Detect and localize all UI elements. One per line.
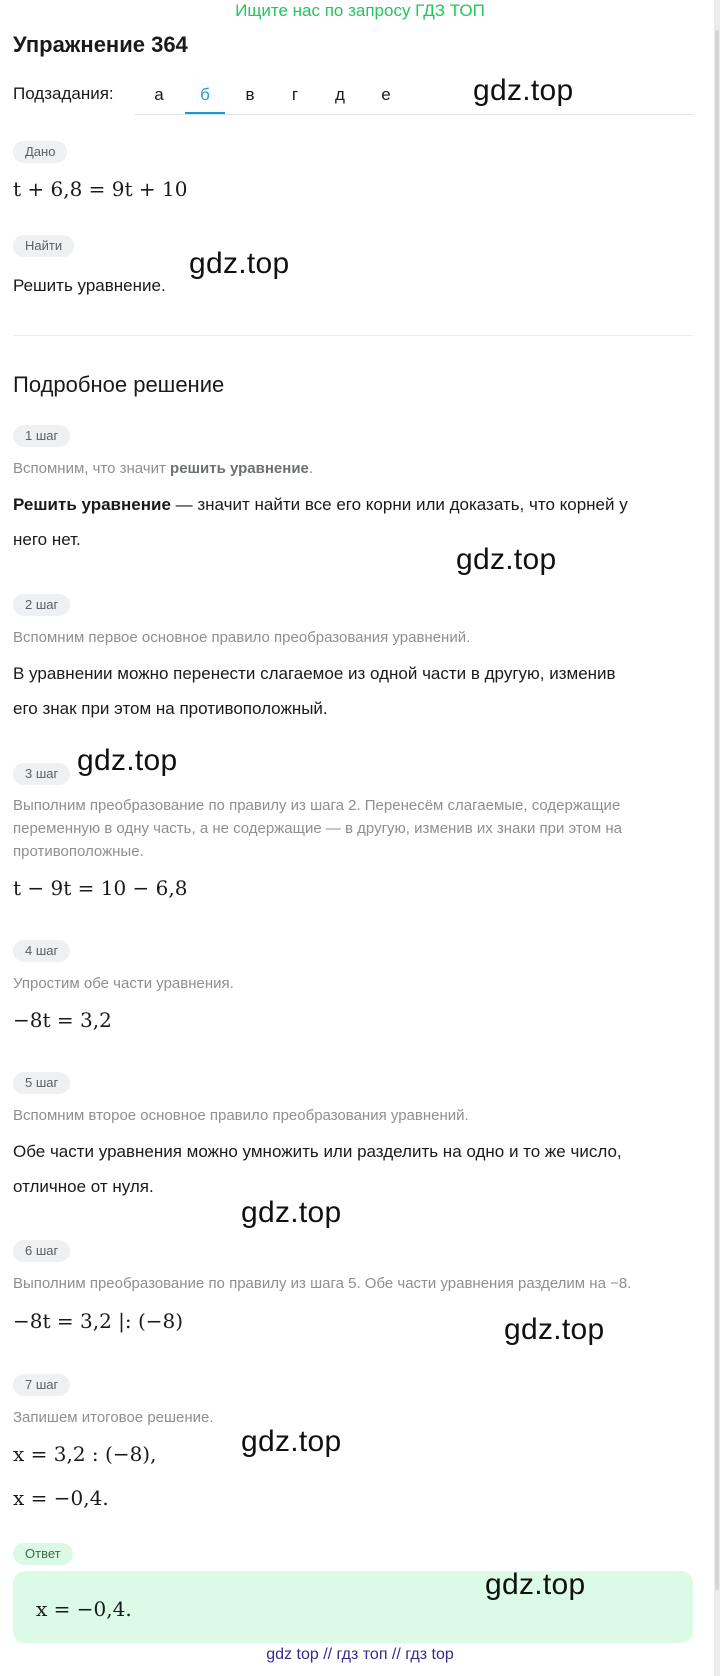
footer-links[interactable]: gdz top // гдз топ // гдз top (266, 1646, 454, 1663)
step-3-note-line3: противоположные. (13, 843, 144, 860)
watermark-text: gdz.top (473, 74, 574, 107)
tab-d[interactable]: д (335, 85, 345, 104)
watermark-text: gdz.top (456, 543, 557, 576)
step-4-equation: −8t = 3,2 (13, 1008, 112, 1032)
page-title: Упражнение 364 (13, 32, 188, 57)
tab-e[interactable]: е (381, 85, 391, 104)
tab-a[interactable]: а (154, 85, 164, 104)
subtasks-label: Подзадания: (13, 84, 114, 103)
step-1-body-line1: Решить уравнение — значит найти все его корни или доказать, что корней у (13, 495, 628, 514)
step-1-body-line2: него нет. (13, 530, 81, 549)
step-2-note: Вспомним первое основное правило преобразования уравнений. (13, 629, 471, 646)
answer-box (13, 1571, 693, 1643)
watermark-text: gdz.top (504, 1313, 605, 1346)
step-3-chip: 3 шаг (13, 763, 70, 785)
step-2-body-line1: В уравнении можно перенести слагаемое из одной части в другую, изменив (13, 664, 616, 683)
step-5-note: Вспомним второе основное правило преобразования уравнений. (13, 1107, 469, 1124)
find-text: Решить уравнение. (13, 276, 166, 295)
section-divider (13, 335, 693, 336)
solution-title: Подробное решение (13, 372, 225, 397)
step-6-equation: −8t = 3,2 |: (−8) (13, 1309, 184, 1333)
step-7-chip: 7 шаг (13, 1374, 70, 1396)
step-5-body-line2: отличное от нуля. (13, 1177, 154, 1196)
watermark-text: gdz.top (485, 1568, 586, 1601)
step-5-chip: 5 шаг (13, 1072, 70, 1094)
subtask-tabs (135, 78, 693, 115)
step-7-note: Запишем итоговое решение. (13, 1409, 214, 1426)
tab-v[interactable]: в (245, 85, 255, 104)
find-chip: Найти (13, 235, 74, 257)
scrollbar-thumb[interactable] (715, 30, 719, 1590)
tab-b[interactable]: б (185, 78, 225, 114)
step-5-body-line1: Обе части уравнения можно умножить или разделить на одно и то же число, (13, 1142, 622, 1161)
step-7-equation-2: x = −0,4. (13, 1486, 109, 1510)
step-6-chip: 6 шаг (13, 1240, 70, 1262)
step-7-equation-1: x = 3,2 : (−8), (13, 1442, 157, 1466)
step-2-body-line2: его знак при этом на противоположный. (13, 699, 328, 718)
watermark-text: gdz.top (189, 247, 290, 280)
step-4-note: Упростим обе части уравнения. (13, 975, 234, 992)
step-6-note: Выполним преобразование по правилу из шага 5. Обе части уравнения разделим на −8. (13, 1275, 632, 1292)
step-2-chip: 2 шаг (13, 594, 70, 616)
watermark-text: gdz.top (241, 1425, 342, 1458)
step-3-note-line2: переменную в одну часть, а не содержащие — в другую, изменив их знаки при этом на (13, 820, 622, 837)
step-4-chip: 4 шаг (13, 940, 70, 962)
tab-g[interactable]: г (291, 85, 299, 104)
step-3-note-line1: Выполним преобразование по правилу из шага 2. Перенесём слагаемые, содержащие (13, 797, 621, 814)
page-scrollbar[interactable] (714, 0, 720, 1676)
watermark-text: gdz.top (241, 1196, 342, 1229)
answer-equation: x = −0,4. (36, 1597, 132, 1621)
given-chip: Дано (13, 141, 67, 163)
step-3-equation: t − 9t = 10 − 6,8 (13, 876, 188, 900)
answer-chip: Ответ (13, 1543, 73, 1565)
given-equation: t + 6,8 = 9t + 10 (13, 177, 188, 201)
watermark-text: gdz.top (77, 744, 178, 777)
step-1-note: Вспомним, что значит решить уравнение. (13, 460, 314, 477)
step-1-chip: 1 шаг (13, 425, 70, 447)
promo-banner[interactable]: Ищите нас по запросу ГДЗ ТОП (235, 1, 485, 20)
